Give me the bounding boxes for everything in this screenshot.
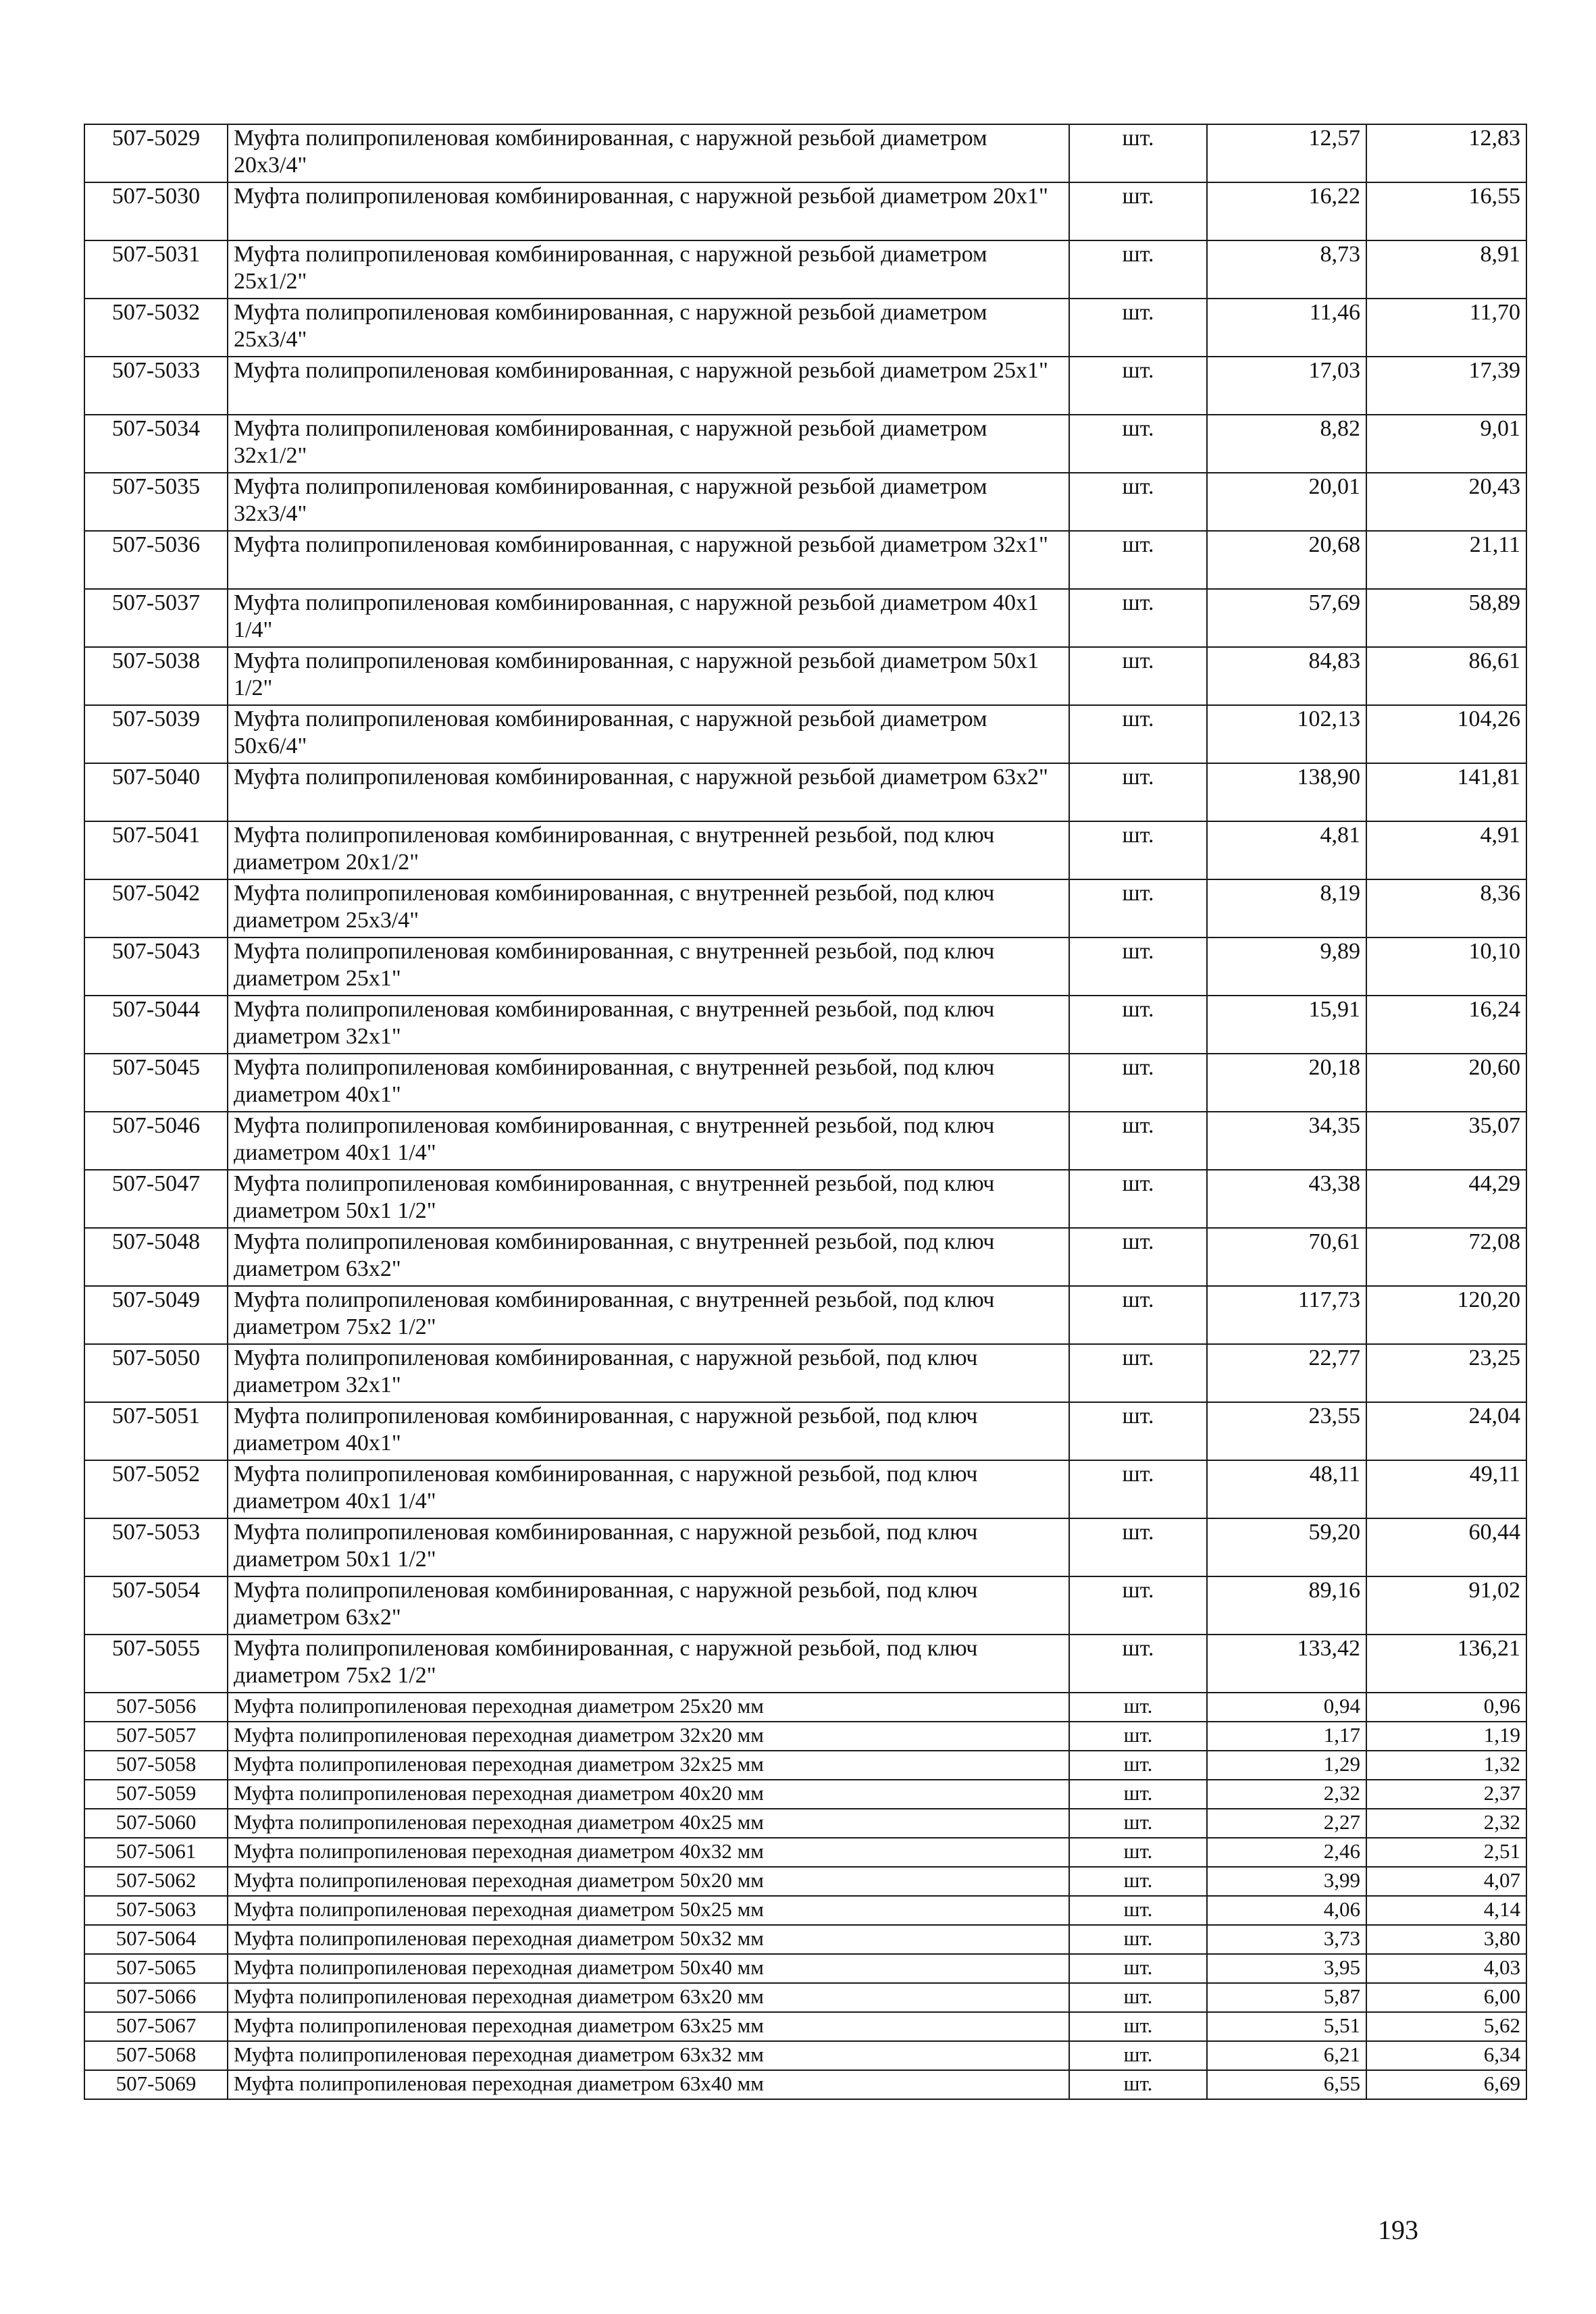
price-1-cell: 0,94: [1207, 1693, 1366, 1722]
price-2-cell: 10,10: [1366, 937, 1526, 996]
table-row: [84, 1722, 1526, 1751]
price-2-cell: 4,14: [1366, 1896, 1526, 1925]
table-row: [84, 1402, 1526, 1460]
item-description-cell: Муфта полипропиленовая переходная диаметром 25х20 мм: [228, 1693, 1069, 1722]
price-1-cell: 5,87: [1207, 1983, 1366, 2012]
unit-cell: шт.: [1069, 1809, 1207, 1838]
item-description-cell: Муфта полипропиленовая переходная диаметром 63х20 мм: [228, 1983, 1069, 2012]
item-description-cell: Муфта полипропиленовая комбинированная, с наружной резьбой диаметром 50х1 1/2": [228, 647, 1069, 705]
item-description-cell: Муфта полипропиленовая переходная диаметром 40х25 мм: [228, 1809, 1069, 1838]
price-2-cell: 136,21: [1366, 1635, 1526, 1693]
price-2-cell: 60,44: [1366, 1518, 1526, 1576]
price-2-cell: 8,36: [1366, 879, 1526, 937]
item-code-cell: 507-5045: [84, 1054, 228, 1112]
unit-cell: шт.: [1069, 879, 1207, 937]
item-description-cell: Муфта полипропиленовая комбинированная, с наружной резьбой диаметром 32х1/2": [228, 415, 1069, 473]
price-1-cell: 89,16: [1207, 1576, 1366, 1635]
price-1-cell: 20,18: [1207, 1054, 1366, 1112]
item-description-cell: Муфта полипропиленовая переходная диаметром 50х32 мм: [228, 1925, 1069, 1954]
item-description-cell: Муфта полипропиленовая комбинированная, с внутренней резьбой, под ключ диаметром 63х2": [228, 1228, 1069, 1286]
price-table: [84, 124, 1527, 2100]
table-row: [84, 2012, 1526, 2041]
table-row: [84, 415, 1526, 473]
price-1-cell: 16,22: [1207, 182, 1366, 240]
table-row: [84, 1460, 1526, 1518]
table-row: [84, 473, 1526, 531]
price-1-cell: 15,91: [1207, 996, 1366, 1054]
table-row: [84, 1896, 1526, 1925]
unit-cell: шт.: [1069, 1112, 1207, 1170]
item-code-cell: 507-5062: [84, 1867, 228, 1896]
price-2-cell: 91,02: [1366, 1576, 1526, 1635]
price-1-cell: 4,81: [1207, 821, 1366, 879]
unit-cell: шт.: [1069, 240, 1207, 299]
price-2-cell: 16,24: [1366, 996, 1526, 1054]
price-2-cell: 0,96: [1366, 1693, 1526, 1722]
item-code-cell: 507-5059: [84, 1780, 228, 1809]
table-row: [84, 2041, 1526, 2070]
item-code-cell: 507-5064: [84, 1925, 228, 1954]
table-row: [84, 879, 1526, 937]
item-code-cell: 507-5041: [84, 821, 228, 879]
item-description-cell: Муфта полипропиленовая переходная диаметром 63х25 мм: [228, 2012, 1069, 2041]
item-code-cell: 507-5065: [84, 1954, 228, 1983]
price-2-cell: 21,11: [1366, 531, 1526, 589]
price-2-cell: 1,19: [1366, 1722, 1526, 1751]
unit-cell: шт.: [1069, 1402, 1207, 1460]
item-code-cell: 507-5068: [84, 2041, 228, 2070]
price-2-cell: 11,70: [1366, 299, 1526, 357]
price-1-cell: 59,20: [1207, 1518, 1366, 1576]
table-row: [84, 182, 1526, 240]
table-row: [84, 1576, 1526, 1635]
unit-cell: шт.: [1069, 1925, 1207, 1954]
price-1-cell: 48,11: [1207, 1460, 1366, 1518]
item-code-cell: 507-5054: [84, 1576, 228, 1635]
price-2-cell: 1,32: [1366, 1751, 1526, 1780]
price-1-cell: 2,46: [1207, 1838, 1366, 1867]
item-code-cell: 507-5043: [84, 937, 228, 996]
table-row: [84, 705, 1526, 763]
table-row: [84, 763, 1526, 821]
unit-cell: шт.: [1069, 1518, 1207, 1576]
price-1-cell: 6,21: [1207, 2041, 1366, 2070]
table-row: [84, 1635, 1526, 1693]
table-row: [84, 357, 1526, 415]
table-row: [84, 1838, 1526, 1867]
unit-cell: шт.: [1069, 1838, 1207, 1867]
item-description-cell: Муфта полипропиленовая комбинированная, с наружной резьбой диаметром 40х1 1/4": [228, 589, 1069, 647]
item-code-cell: 507-5038: [84, 647, 228, 705]
price-2-cell: 8,91: [1366, 240, 1526, 299]
item-description-cell: Муфта полипропиленовая переходная диаметром 50х20 мм: [228, 1867, 1069, 1896]
price-1-cell: 138,90: [1207, 763, 1366, 821]
table-row: [84, 996, 1526, 1054]
price-1-cell: 11,46: [1207, 299, 1366, 357]
item-code-cell: 507-5037: [84, 589, 228, 647]
item-description-cell: Муфта полипропиленовая комбинированная, с наружной резьбой диаметром 32х3/4": [228, 473, 1069, 531]
unit-cell: шт.: [1069, 1228, 1207, 1286]
price-2-cell: 2,51: [1366, 1838, 1526, 1867]
price-2-cell: 6,69: [1366, 2070, 1526, 2099]
table-row: [84, 589, 1526, 647]
item-description-cell: Муфта полипропиленовая комбинированная, с наружной резьбой диаметром 32х1": [228, 531, 1069, 589]
price-1-cell: 23,55: [1207, 1402, 1366, 1460]
item-description-cell: Муфта полипропиленовая переходная диаметром 32х20 мм: [228, 1722, 1069, 1751]
unit-cell: шт.: [1069, 996, 1207, 1054]
item-description-cell: Муфта полипропиленовая переходная диаметром 50х25 мм: [228, 1896, 1069, 1925]
price-1-cell: 8,73: [1207, 240, 1366, 299]
item-code-cell: 507-5032: [84, 299, 228, 357]
item-description-cell: Муфта полипропиленовая комбинированная, с наружной резьбой, под ключ диаметром 32х1": [228, 1344, 1069, 1402]
item-description-cell: Муфта полипропиленовая переходная диаметром 32х25 мм: [228, 1751, 1069, 1780]
item-description-cell: Муфта полипропиленовая переходная диаметром 50х40 мм: [228, 1954, 1069, 1983]
table-row: [84, 1954, 1526, 1983]
table-row: [84, 1751, 1526, 1780]
item-code-cell: 507-5030: [84, 182, 228, 240]
unit-cell: шт.: [1069, 2012, 1207, 2041]
item-code-cell: 507-5057: [84, 1722, 228, 1751]
table-row: [84, 1228, 1526, 1286]
item-description-cell: Муфта полипропиленовая комбинированная, с внутренней резьбой, под ключ диаметром 40х1": [228, 1054, 1069, 1112]
item-description-cell: Муфта полипропиленовая комбинированная, с внутренней резьбой, под ключ диаметром 20х1/2": [228, 821, 1069, 879]
price-2-cell: 6,00: [1366, 1983, 1526, 2012]
item-description-cell: Муфта полипропиленовая комбинированная, с наружной резьбой диаметром 25х3/4": [228, 299, 1069, 357]
item-description-cell: Муфта полипропиленовая переходная диаметром 40х20 мм: [228, 1780, 1069, 1809]
item-code-cell: 507-5042: [84, 879, 228, 937]
price-1-cell: 3,99: [1207, 1867, 1366, 1896]
unit-cell: шт.: [1069, 937, 1207, 996]
price-2-cell: 86,61: [1366, 647, 1526, 705]
table-row: [84, 1112, 1526, 1170]
table-row: [84, 2070, 1526, 2099]
price-1-cell: 57,69: [1207, 589, 1366, 647]
item-code-cell: 507-5058: [84, 1751, 228, 1780]
item-code-cell: 507-5053: [84, 1518, 228, 1576]
table-row: [84, 1693, 1526, 1722]
unit-cell: шт.: [1069, 1170, 1207, 1228]
item-code-cell: 507-5063: [84, 1896, 228, 1925]
price-2-cell: 141,81: [1366, 763, 1526, 821]
table-row: [84, 1054, 1526, 1112]
price-2-cell: 2,37: [1366, 1780, 1526, 1809]
price-1-cell: 5,51: [1207, 2012, 1366, 2041]
price-2-cell: 120,20: [1366, 1286, 1526, 1344]
price-2-cell: 104,26: [1366, 705, 1526, 763]
unit-cell: шт.: [1069, 821, 1207, 879]
price-2-cell: 4,03: [1366, 1954, 1526, 1983]
table-row: [84, 1809, 1526, 1838]
unit-cell: шт.: [1069, 1693, 1207, 1722]
item-description-cell: Муфта полипропиленовая комбинированная, с наружной резьбой диаметром 20х3/4": [228, 124, 1069, 182]
unit-cell: шт.: [1069, 124, 1207, 182]
price-2-cell: 20,43: [1366, 473, 1526, 531]
price-2-cell: 49,11: [1366, 1460, 1526, 1518]
item-code-cell: 507-5067: [84, 2012, 228, 2041]
item-description-cell: Муфта полипропиленовая комбинированная, с внутренней резьбой, под ключ диаметром 40х1 1/4": [228, 1112, 1069, 1170]
table-row: [84, 821, 1526, 879]
price-2-cell: 5,62: [1366, 2012, 1526, 2041]
price-1-cell: 17,03: [1207, 357, 1366, 415]
price-1-cell: 20,68: [1207, 531, 1366, 589]
item-description-cell: Муфта полипропиленовая комбинированная, с внутренней резьбой, под ключ диаметром 25х3/4": [228, 879, 1069, 937]
unit-cell: шт.: [1069, 2041, 1207, 2070]
item-description-cell: Муфта полипропиленовая комбинированная, с наружной резьбой, под ключ диаметром 75х2 1/2": [228, 1635, 1069, 1693]
price-2-cell: 23,25: [1366, 1344, 1526, 1402]
item-description-cell: Муфта полипропиленовая комбинированная, с наружной резьбой диаметром 25х1": [228, 357, 1069, 415]
price-1-cell: 1,17: [1207, 1722, 1366, 1751]
price-1-cell: 34,35: [1207, 1112, 1366, 1170]
unit-cell: шт.: [1069, 473, 1207, 531]
unit-cell: шт.: [1069, 1954, 1207, 1983]
item-description-cell: Муфта полипропиленовая комбинированная, с внутренней резьбой, под ключ диаметром 32х1": [228, 996, 1069, 1054]
price-2-cell: 4,07: [1366, 1867, 1526, 1896]
price-1-cell: 84,83: [1207, 647, 1366, 705]
price-1-cell: 2,32: [1207, 1780, 1366, 1809]
item-code-cell: 507-5069: [84, 2070, 228, 2099]
table-row: [84, 1780, 1526, 1809]
item-code-cell: 507-5049: [84, 1286, 228, 1344]
item-description-cell: Муфта полипропиленовая переходная диаметром 63х32 мм: [228, 2041, 1069, 2070]
item-code-cell: 507-5031: [84, 240, 228, 299]
price-2-cell: 17,39: [1366, 357, 1526, 415]
item-code-cell: 507-5040: [84, 763, 228, 821]
price-1-cell: 2,27: [1207, 1809, 1366, 1838]
item-code-cell: 507-5055: [84, 1635, 228, 1693]
item-code-cell: 507-5052: [84, 1460, 228, 1518]
table-row: [84, 1170, 1526, 1228]
item-code-cell: 507-5051: [84, 1402, 228, 1460]
price-table-body: [84, 124, 1526, 2099]
item-description-cell: Муфта полипропиленовая комбинированная, с наружной резьбой диаметром 20х1": [228, 182, 1069, 240]
item-description-cell: Муфта полипропиленовая переходная диаметром 40х32 мм: [228, 1838, 1069, 1867]
item-code-cell: 507-5033: [84, 357, 228, 415]
unit-cell: шт.: [1069, 1983, 1207, 2012]
item-code-cell: 507-5044: [84, 996, 228, 1054]
unit-cell: шт.: [1069, 1780, 1207, 1809]
price-1-cell: 4,06: [1207, 1896, 1366, 1925]
table-row: [84, 240, 1526, 299]
unit-cell: шт.: [1069, 1896, 1207, 1925]
item-description-cell: Муфта полипропиленовая комбинированная, с наружной резьбой, под ключ диаметром 40х1": [228, 1402, 1069, 1460]
item-code-cell: 507-5060: [84, 1809, 228, 1838]
item-code-cell: 507-5056: [84, 1693, 228, 1722]
unit-cell: шт.: [1069, 1286, 1207, 1344]
item-description-cell: Муфта полипропиленовая комбинированная, с внутренней резьбой, под ключ диаметром 25х1": [228, 937, 1069, 996]
unit-cell: шт.: [1069, 415, 1207, 473]
price-1-cell: 9,89: [1207, 937, 1366, 996]
unit-cell: шт.: [1069, 647, 1207, 705]
price-2-cell: 2,32: [1366, 1809, 1526, 1838]
item-description-cell: Муфта полипропиленовая комбинированная, с наружной резьбой, под ключ диаметром 40х1 1/4": [228, 1460, 1069, 1518]
unit-cell: шт.: [1069, 589, 1207, 647]
page-number: 193: [1378, 2215, 1418, 2245]
unit-cell: шт.: [1069, 1635, 1207, 1693]
price-1-cell: 102,13: [1207, 705, 1366, 763]
price-1-cell: 6,55: [1207, 2070, 1366, 2099]
table-row: [84, 531, 1526, 589]
item-description-cell: Муфта полипропиленовая комбинированная, с внутренней резьбой, под ключ диаметром 75х2 1/2": [228, 1286, 1069, 1344]
item-code-cell: 507-5061: [84, 1838, 228, 1867]
price-1-cell: 20,01: [1207, 473, 1366, 531]
table-row: [84, 1983, 1526, 2012]
price-1-cell: 117,73: [1207, 1286, 1366, 1344]
unit-cell: шт.: [1069, 299, 1207, 357]
unit-cell: шт.: [1069, 1054, 1207, 1112]
item-code-cell: 507-5035: [84, 473, 228, 531]
price-2-cell: 24,04: [1366, 1402, 1526, 1460]
unit-cell: шт.: [1069, 1867, 1207, 1896]
item-code-cell: 507-5034: [84, 415, 228, 473]
item-code-cell: 507-5046: [84, 1112, 228, 1170]
price-list-sheet: [84, 124, 1526, 2100]
unit-cell: шт.: [1069, 1460, 1207, 1518]
price-1-cell: 22,77: [1207, 1344, 1366, 1402]
item-code-cell: 507-5048: [84, 1228, 228, 1286]
table-row: [84, 1344, 1526, 1402]
price-2-cell: 72,08: [1366, 1228, 1526, 1286]
price-2-cell: 20,60: [1366, 1054, 1526, 1112]
item-code-cell: 507-5066: [84, 1983, 228, 2012]
unit-cell: шт.: [1069, 1344, 1207, 1402]
unit-cell: шт.: [1069, 531, 1207, 589]
item-code-cell: 507-5029: [84, 124, 228, 182]
table-row: [84, 1867, 1526, 1896]
price-1-cell: 12,57: [1207, 124, 1366, 182]
item-description-cell: Муфта полипропиленовая комбинированная, с наружной резьбой, под ключ диаметром 50х1 1/2": [228, 1518, 1069, 1576]
table-row: [84, 647, 1526, 705]
price-1-cell: 3,73: [1207, 1925, 1366, 1954]
unit-cell: шт.: [1069, 705, 1207, 763]
price-1-cell: 8,82: [1207, 415, 1366, 473]
item-description-cell: Муфта полипропиленовая комбинированная, с наружной резьбой диаметром 50х6/4": [228, 705, 1069, 763]
table-row: [84, 299, 1526, 357]
table-row: [84, 1286, 1526, 1344]
item-code-cell: 507-5039: [84, 705, 228, 763]
table-row: [84, 1925, 1526, 1954]
price-2-cell: 3,80: [1366, 1925, 1526, 1954]
price-2-cell: 16,55: [1366, 182, 1526, 240]
price-1-cell: 43,38: [1207, 1170, 1366, 1228]
item-code-cell: 507-5047: [84, 1170, 228, 1228]
unit-cell: шт.: [1069, 763, 1207, 821]
price-2-cell: 6,34: [1366, 2041, 1526, 2070]
price-2-cell: 4,91: [1366, 821, 1526, 879]
unit-cell: шт.: [1069, 1751, 1207, 1780]
item-description-cell: Муфта полипропиленовая комбинированная, с наружной резьбой диаметром 63х2": [228, 763, 1069, 821]
table-row: [84, 1518, 1526, 1576]
unit-cell: шт.: [1069, 182, 1207, 240]
price-1-cell: 1,29: [1207, 1751, 1366, 1780]
item-description-cell: Муфта полипропиленовая комбинированная, с наружной резьбой, под ключ диаметром 63х2": [228, 1576, 1069, 1635]
table-row: [84, 124, 1526, 182]
item-description-cell: Муфта полипропиленовая переходная диаметром 63х40 мм: [228, 2070, 1069, 2099]
unit-cell: шт.: [1069, 357, 1207, 415]
item-code-cell: 507-5036: [84, 531, 228, 589]
price-1-cell: 3,95: [1207, 1954, 1366, 1983]
price-2-cell: 12,83: [1366, 124, 1526, 182]
price-2-cell: 9,01: [1366, 415, 1526, 473]
price-2-cell: 58,89: [1366, 589, 1526, 647]
table-row: [84, 937, 1526, 996]
item-description-cell: Муфта полипропиленовая комбинированная, с наружной резьбой диаметром 25х1/2": [228, 240, 1069, 299]
price-1-cell: 70,61: [1207, 1228, 1366, 1286]
price-2-cell: 35,07: [1366, 1112, 1526, 1170]
item-code-cell: 507-5050: [84, 1344, 228, 1402]
price-2-cell: 44,29: [1366, 1170, 1526, 1228]
unit-cell: шт.: [1069, 1722, 1207, 1751]
price-1-cell: 133,42: [1207, 1635, 1366, 1693]
price-1-cell: 8,19: [1207, 879, 1366, 937]
unit-cell: шт.: [1069, 2070, 1207, 2099]
item-description-cell: Муфта полипропиленовая комбинированная, с внутренней резьбой, под ключ диаметром 50х1 1/2": [228, 1170, 1069, 1228]
unit-cell: шт.: [1069, 1576, 1207, 1635]
